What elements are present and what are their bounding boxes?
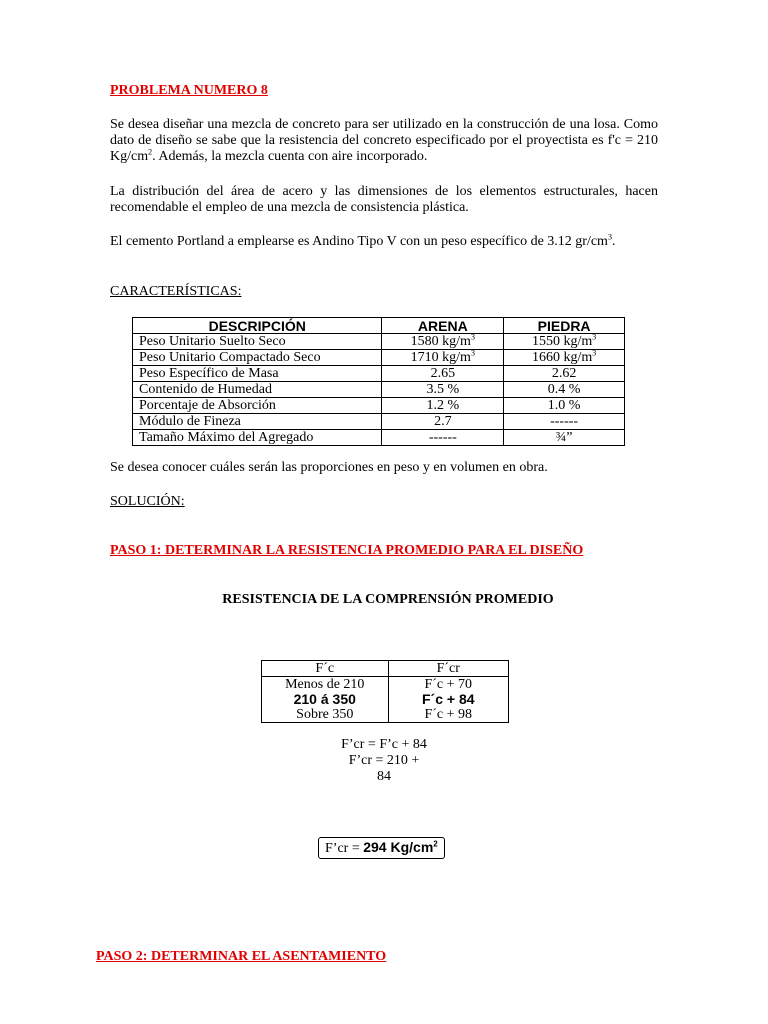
paragraph-consistency: La distribución del área de acero y las dimensiones de los elementos estructurales, hacen recomendable el empleo de una mezcla de consistencia plástica. [110,184,658,215]
cell-fc: 210 á 350 [262,692,389,707]
cell-desc: Módulo de Fineza [133,414,382,430]
table-row [133,334,625,350]
paragraph-cement: El cemento Portland a emplearse es Andino Tipo V con un peso específico de 3.12 $gr/cm^3$. [110,232,616,249]
cell-arena: ------ [382,430,504,446]
cell-piedra: ------ [504,414,625,430]
header-fcr: F´cr [388,661,508,677]
table-row [262,707,509,723]
cell-fcr: F´c + 70 [388,677,508,693]
table-row [133,382,625,398]
cell-fcr: F´c + 84 [388,692,508,707]
table-row-highlighted [262,692,509,707]
header-piedra: PIEDRA [504,318,625,334]
paragraph-question: Se desea conocer cuáles serán las proporciones en peso y en volumen en obra. [110,460,548,475]
formula-line-3: 84 [377,769,391,784]
cell-piedra: 0.4 % [504,382,625,398]
cell-piedra: 1550 $kg/m^3$ [504,334,625,350]
cell-fc: Sobre 350 [262,707,389,723]
cell-piedra: 2.62 [504,366,625,382]
characteristics-table [132,317,625,446]
formula-line-1: F’cr = F’c + 84 [341,737,427,752]
cell-arena: 2.7 [382,414,504,430]
formula-block [284,737,484,785]
cell-arena: 1.2 % [382,398,504,414]
formula-line-2: F’cr = 210 + [348,753,420,768]
cell-arena: 3.5 % [382,382,504,398]
cell-arena: 2.65 [382,366,504,382]
cell-desc: Contenido de Humedad [133,382,382,398]
table-row [133,366,625,382]
cell-piedra: 1.0 % [504,398,625,414]
cell-piedra: 1660 $kg/m^3$ [504,350,625,366]
step2-heading: PASO 2: DETERMINAR EL ASENTAMIENTO [96,949,387,964]
resistance-table [261,660,509,723]
table-row [133,350,625,366]
table-header-row [262,661,509,677]
cell-fc: Menos de 210 [262,677,389,693]
header-fc: F´c [262,661,389,677]
resistance-title: RESISTENCIA DE LA COMPRENSIÓN PROMEDIO [222,592,554,607]
cell-desc: Peso Unitario Suelto Seco [133,334,382,350]
caracteristicas-label: CARACTERÍSTICAS: [110,284,242,299]
table-row [133,414,625,430]
header-descripcion: DESCRIPCIÓN [133,318,382,334]
problem-title: PROBLEMA NUMERO 8 [110,83,268,98]
solucion-label: SOLUCIÓN: [110,494,185,509]
header-arena: ARENA [382,318,504,334]
cell-desc: Porcentaje de Absorción [133,398,382,414]
cell-arena: 1710 $kg/m^3$ [382,350,504,366]
cell-desc: Peso Unitario Compactado Seco [133,350,382,366]
step1-heading: PASO 1: DETERMINAR LA RESISTENCIA PROMEDIO PARA EL DISEÑO [110,543,584,558]
table-header-row [133,318,625,334]
cell-arena: 1580 $kg/m^3$ [382,334,504,350]
cell-fcr: F´c + 98 [388,707,508,723]
cell-piedra: ¾” [504,430,625,446]
cell-desc: Tamaño Máximo del Agregado [133,430,382,446]
paragraph-intro: Se desea diseñar una mezcla de concreto para ser utilizado en la construcción de una losa. Como dato de diseño se sabe que la resistencia del concreto especificado por el proyectista es f'c = 210 $Kg/cm^2$. Además, la mezcla cuenta con aire incorporado. [110,117,658,164]
table-row [133,430,625,446]
cell-desc: Peso Específico de Masa [133,366,382,382]
table-row [262,677,509,693]
result-box: F’cr = 294 $Kg/cm^2$ [318,837,445,859]
table-row [133,398,625,414]
